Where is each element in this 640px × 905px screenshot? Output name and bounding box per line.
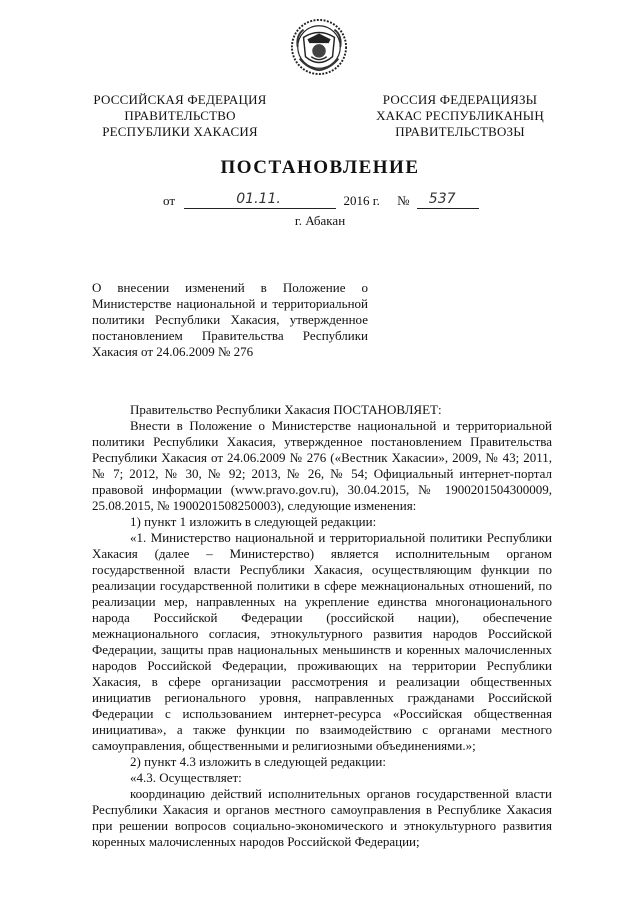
- handwritten-date: 01.11.: [236, 191, 281, 207]
- header-right-line-2: ХАКАС РЕСПУБЛИКАНЫҢ: [376, 108, 544, 123]
- body-paragraph-5: 2) пункт 4.3 изложить в следующей редакции:: [130, 754, 386, 769]
- coat-of-arms-emblem: [290, 18, 348, 76]
- header-right-line-3: ПРАВИТЕЛЬСТВОЗЫ: [395, 124, 525, 139]
- header-right-line-1: РОССИЯ ФЕДЕРАЦИЯЗЫ: [382, 92, 538, 107]
- number-sign: №: [397, 193, 410, 208]
- handwritten-number: 537: [428, 191, 456, 207]
- body-paragraph-1: Правительство Республики Хакасия ПОСТАНОВЛЯЕТ:: [130, 402, 442, 417]
- body-paragraph-2: Внести в Положение о Министерстве национальной и территориальной политики Республики Хакасия, утвержденное постановлением Правительства Республики Хакасия от 24.06.2009 № 276 («Вестник Хакасии», 2009, № 43; 2011, № 7; 2012, № 30, № 92; 2013, № 26, № 54; Официальный интернет-портал правовой информации (www.pravo.gov.ru), 30.04.2015, № 1900201504300009, 25.08.2015, № 1900201508250003), следующие изменения:: [92, 418, 552, 513]
- header-left-line-2: ПРАВИТЕЛЬСТВО: [124, 108, 236, 123]
- date-prefix: от: [163, 193, 176, 208]
- body-paragraph-3: 1) пункт 1 изложить в следующей редакции:: [130, 514, 377, 529]
- header-left-line-3: РЕСПУБЛИКИ ХАКАСИЯ: [102, 124, 258, 139]
- header-left: [80, 92, 280, 140]
- city: г. Абакан: [294, 213, 346, 228]
- header-right: [355, 92, 565, 140]
- number-field: [417, 191, 479, 209]
- document-subject: О внесении изменений в Положение о Министерстве национальной и территориальной политики Республики Хакасия, утвержденное постановлением Правительства Республики Хакасия от 24.06.2009 № 276: [92, 280, 368, 359]
- body-paragraph-4: «1. Министерство национальной и территориальной политики Республики Хакасия (далее – Министерство) является исполнительным органом государственной власти Республики Хакасия, осуществляющим функции по реализации государственной политики в сфере межнациональных отношений, по реализации мер, направленных на укрепление единства многонационального народа Российской Федерации (российской нации), обеспечение межнационального согласия, этнокультурного развития народов Российской Федерации, защиты прав национальных меньшинств и коренных малочисленных народов Российской Федерации, проживающих на территории Республики Хакасия, в сфере организации рассмотрения и реализации общественных инициатив регионального уровня, направленных гражданами Российской Федерации с использованием интернет-ресурса «Российская общественная инициатива», а также функции по взаимодействию с органами местного самоуправления, общественными и религиозными объединениями.»;: [92, 530, 552, 753]
- document-body: [92, 402, 552, 850]
- date-year: 2016 г.: [343, 193, 380, 208]
- body-paragraph-6: «4.3. Осуществляет:: [130, 770, 242, 785]
- date-line: [163, 193, 479, 209]
- date-field: [184, 191, 336, 209]
- body-paragraph-7: координацию действий исполнительных органов государственной власти Республики Хакасия и органов местного самоуправления в Республике Хакасия при решении вопросов социально-экономического и этнокультурного развития коренных малочисленных народов Российской Федерации;: [92, 786, 552, 849]
- document-title: ПОСТАНОВЛЕНИЕ: [220, 157, 420, 178]
- header-left-line-1: РОССИЙСКАЯ ФЕДЕРАЦИЯ: [93, 92, 267, 107]
